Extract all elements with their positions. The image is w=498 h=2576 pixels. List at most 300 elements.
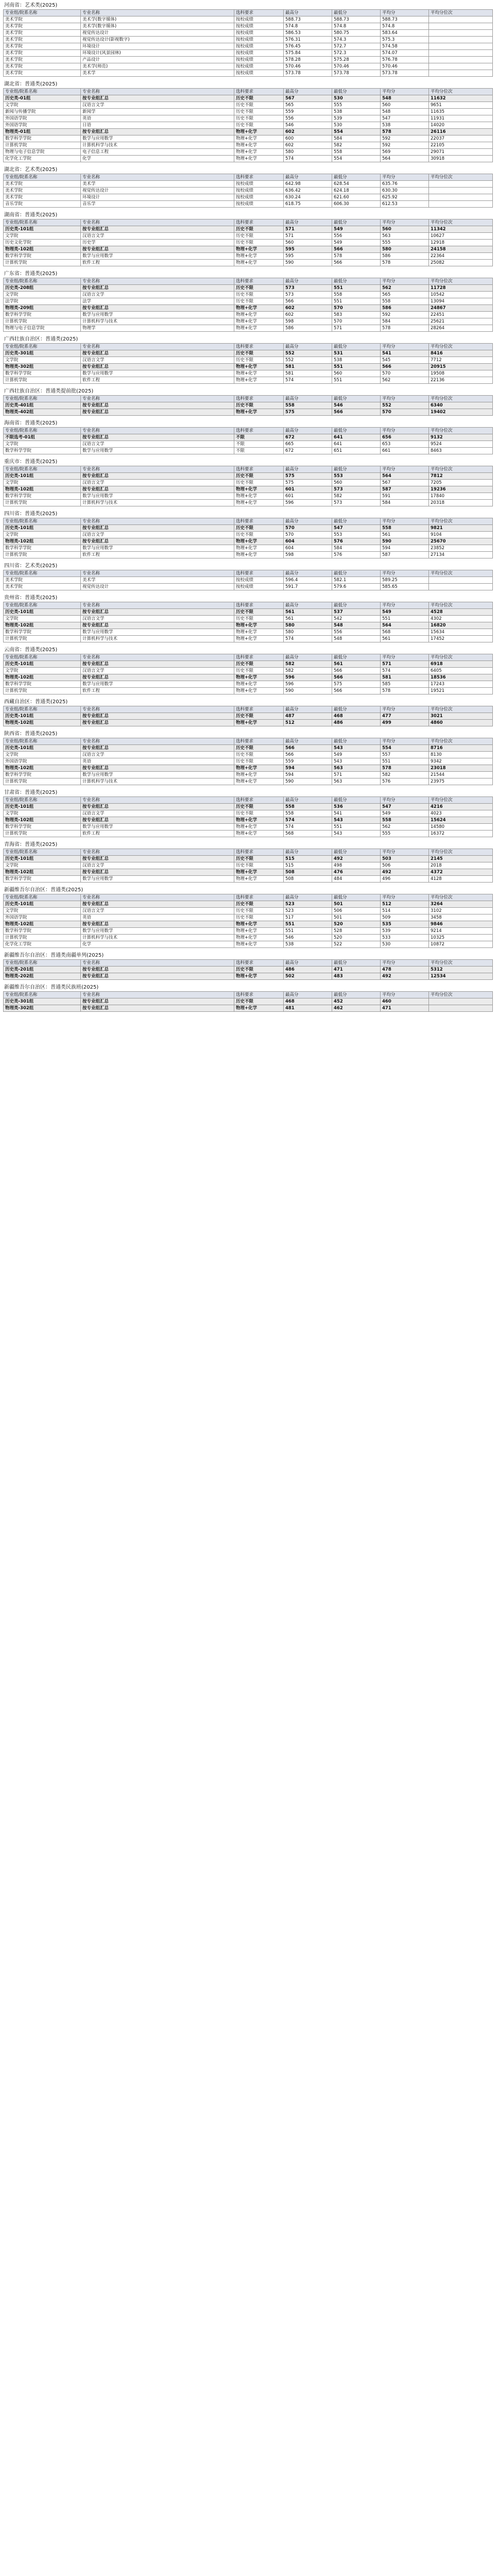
table-cell: 按校成绩 [234, 30, 284, 37]
table-cell: 585.65 [381, 584, 429, 590]
column-header: 平均分 [381, 219, 429, 226]
section-title: 陕西省：普通类(2025) [4, 731, 58, 737]
table-cell: 软件工程 [81, 377, 234, 384]
table-cell: 486 [284, 967, 332, 973]
table-cell: 按专业组汇总 [81, 921, 234, 928]
table-header-row [4, 570, 493, 577]
group-summary-row [4, 350, 493, 357]
table-cell: 历史不限 [234, 95, 284, 102]
table-cell: 574 [284, 636, 332, 642]
table-cell: 美术学院 [4, 194, 81, 201]
table-cell: 4372 [429, 869, 493, 876]
table-cell: 按专业组汇总 [81, 409, 234, 416]
table-cell: 576 [381, 778, 429, 785]
table-cell: 9524 [429, 441, 493, 448]
table-cell: 672 [284, 448, 332, 454]
table-cell: 582.1 [332, 577, 381, 584]
section-title: 海南省：普通类(2025) [4, 420, 58, 426]
table-row [4, 115, 493, 122]
table-cell: 物理+化学 [234, 772, 284, 778]
table-cell: 物理+化学 [234, 364, 284, 370]
table-cell: 551 [332, 285, 381, 292]
table-cell: 462 [332, 1005, 381, 1012]
table-cell: 按校成绩 [234, 584, 284, 590]
table-cell: 551 [332, 364, 381, 370]
table-cell: 文学院 [4, 862, 81, 869]
column-header: 平均分 [381, 706, 429, 713]
table-cell: 18536 [429, 674, 493, 681]
column-header: 选科要求 [234, 992, 284, 998]
table-cell: 509 [381, 914, 429, 921]
province-section [3, 212, 498, 266]
column-header: 专业组/院系名称 [4, 992, 81, 998]
table-cell: 文学院 [4, 752, 81, 758]
table-cell: 物理+化学 [234, 156, 284, 162]
table-header-row [4, 174, 493, 181]
column-header: 平均分 [381, 570, 429, 577]
table-cell: 物理类-302组 [4, 1005, 81, 1012]
table-cell: 按校成绩 [234, 37, 284, 43]
table-cell: 547 [332, 525, 381, 532]
table-cell: 6405 [429, 668, 493, 674]
table-cell: 612.53 [381, 201, 429, 208]
score-table [3, 602, 493, 642]
table-cell: 4023 [429, 810, 493, 817]
table-cell: 602 [284, 312, 332, 318]
table-cell: 24867 [429, 305, 493, 312]
column-header: 平均分 [381, 849, 429, 856]
table-cell: 数学科学学院 [4, 824, 81, 831]
group-summary-row [4, 622, 493, 629]
table-cell: 计算机科学与技术 [81, 778, 234, 785]
table-cell: 558 [284, 810, 332, 817]
table-cell: 物理+化学 [234, 720, 284, 726]
table-cell: 530 [332, 122, 381, 129]
table-cell: 3264 [429, 901, 493, 908]
table-cell: 565 [381, 292, 429, 298]
table-cell: 汉语言文学 [81, 616, 234, 622]
province-section [3, 887, 498, 948]
table-cell: 584 [381, 500, 429, 506]
table-cell: 19508 [429, 370, 493, 377]
table-row [4, 194, 493, 201]
table-cell [429, 30, 493, 37]
column-header: 最高分 [284, 960, 332, 967]
column-header: 专业组/院系名称 [4, 894, 81, 901]
table-cell: 物理类-302组 [4, 364, 81, 370]
column-header: 平均分位次 [429, 89, 493, 95]
table-cell: 美术学(师范) [81, 63, 234, 70]
column-header: 专业名称 [81, 89, 234, 95]
table-cell: 物理+化学 [234, 246, 284, 253]
table-cell: 数学科学学院 [4, 545, 81, 552]
table-cell: 566 [332, 688, 381, 694]
column-header: 最高分 [284, 89, 332, 95]
table-cell: 8130 [429, 752, 493, 758]
group-summary-row [4, 998, 493, 1005]
table-cell: 477 [381, 713, 429, 720]
column-header: 平均分位次 [429, 396, 493, 402]
table-cell: 数学科学学院 [4, 370, 81, 377]
table-cell: 460 [381, 998, 429, 1005]
table-cell: 570 [381, 409, 429, 416]
table-cell: 561 [332, 661, 381, 668]
table-cell: 计算机学院 [4, 935, 81, 941]
table-cell: 578.28 [284, 57, 332, 63]
table-cell: 物理类-209组 [4, 305, 81, 312]
table-cell: 546 [284, 122, 332, 129]
table-cell: 486 [332, 720, 381, 726]
column-header: 平均分位次 [429, 894, 493, 901]
table-cell: 19521 [429, 688, 493, 694]
table-cell: 9342 [429, 758, 493, 765]
table-cell: 551 [332, 377, 381, 384]
table-cell: 566 [284, 745, 332, 752]
table-cell: 578 [381, 260, 429, 266]
table-cell: 文学院 [4, 668, 81, 674]
table-cell: 641 [332, 434, 381, 441]
column-header: 专业组/院系名称 [4, 344, 81, 350]
table-cell: 574.58 [381, 43, 429, 50]
table-cell: 512 [381, 901, 429, 908]
table-cell: 596 [284, 674, 332, 681]
table-cell: 数学与应用数学 [81, 135, 234, 142]
table-header-row [4, 466, 493, 473]
group-summary-row [4, 901, 493, 908]
table-cell: 641 [332, 441, 381, 448]
table-cell: 551 [284, 928, 332, 935]
table-cell: 547 [381, 115, 429, 122]
table-cell: 478 [381, 967, 429, 973]
table-cell: 21544 [429, 772, 493, 778]
table-row [4, 810, 493, 817]
table-cell: 570 [284, 532, 332, 538]
table-cell: 化学 [81, 156, 234, 162]
table-cell: 历史不限 [234, 233, 284, 240]
column-header: 专业组/院系名称 [4, 706, 81, 713]
table-cell: 法学 [81, 298, 234, 305]
table-cell: 575.84 [284, 50, 332, 57]
table-row [4, 577, 493, 584]
score-table [3, 343, 493, 384]
table-cell: 548 [381, 95, 429, 102]
table-cell: 496 [381, 876, 429, 883]
column-header: 平均分 [381, 602, 429, 609]
table-cell: 数学与应用数学 [81, 448, 234, 454]
table-cell [429, 37, 493, 43]
table-cell: 492 [381, 869, 429, 876]
table-cell: 12534 [429, 973, 493, 980]
table-cell: 物理类-102组 [4, 921, 81, 928]
table-header-row [4, 344, 493, 350]
table-cell: 数学科学学院 [4, 312, 81, 318]
table-cell: 历史不限 [234, 856, 284, 862]
table-cell: 历史不限 [234, 115, 284, 122]
table-cell: 15624 [429, 817, 493, 824]
table-cell: 564 [381, 622, 429, 629]
table-cell: 596 [284, 500, 332, 506]
section-title: 新疆维吾尔自治区：普通类(2025) [4, 887, 83, 893]
table-cell: 物理+化学 [234, 765, 284, 772]
table-cell: 587 [381, 552, 429, 558]
table-cell: 数学与应用数学 [81, 928, 234, 935]
table-cell: 573 [284, 292, 332, 298]
table-row [4, 688, 493, 694]
table-row [4, 142, 493, 149]
table-cell: 551 [332, 824, 381, 831]
table-cell: 按校成绩 [234, 63, 284, 70]
table-cell: 549 [332, 752, 381, 758]
table-cell: 汉语言文学 [81, 908, 234, 914]
table-row [4, 23, 493, 30]
table-cell: 物理类-01组 [4, 129, 81, 135]
table-cell: 598 [284, 552, 332, 558]
table-cell: 英语 [81, 115, 234, 122]
table-cell: 文学院 [4, 616, 81, 622]
table-cell: 578 [381, 129, 429, 135]
table-cell: 9846 [429, 921, 493, 928]
table-cell: 物理类-102组 [4, 817, 81, 824]
table-cell: 物理+化学 [234, 129, 284, 135]
group-summary-row [4, 409, 493, 416]
column-header: 最低分 [332, 570, 381, 577]
table-cell: 572.3 [332, 50, 381, 57]
table-cell: 按专业组汇总 [81, 305, 234, 312]
table-cell: 物理+化学 [234, 869, 284, 876]
column-header: 最低分 [332, 654, 381, 661]
score-table [3, 278, 493, 332]
table-cell: 539 [381, 928, 429, 935]
table-cell: 580 [381, 246, 429, 253]
table-cell: 环境设计(风景园林) [81, 50, 234, 57]
group-summary-row [4, 434, 493, 441]
table-cell: 历史类-101组 [4, 473, 81, 480]
table-cell: 美术学院 [4, 188, 81, 194]
score-table [3, 88, 493, 162]
table-cell: 14020 [429, 122, 493, 129]
table-cell: 503 [381, 856, 429, 862]
table-cell: 数学科学学院 [4, 253, 81, 260]
table-cell: 574.3 [332, 37, 381, 43]
table-cell: 552 [381, 402, 429, 409]
table-cell: 558 [284, 402, 332, 409]
group-summary-row [4, 1005, 493, 1012]
table-row [4, 63, 493, 70]
table-row [4, 824, 493, 831]
table-cell: 按专业组汇总 [81, 473, 234, 480]
column-header: 专业名称 [81, 344, 234, 350]
table-cell: 历史不限 [234, 713, 284, 720]
table-header-row [4, 706, 493, 713]
table-row [4, 752, 493, 758]
table-cell [429, 23, 493, 30]
table-cell: 598 [284, 318, 332, 325]
column-header: 最低分 [332, 278, 381, 285]
table-cell: 575 [284, 409, 332, 416]
column-header: 最高分 [284, 894, 332, 901]
table-cell: 按专业组汇总 [81, 95, 234, 102]
table-cell: 19236 [429, 486, 493, 493]
table-cell: 物理与电子信息学院 [4, 325, 81, 332]
table-cell: 10325 [429, 935, 493, 941]
column-header: 专业名称 [81, 894, 234, 901]
table-cell: 物理类-102组 [4, 869, 81, 876]
table-cell: 562 [381, 824, 429, 831]
province-section [3, 81, 498, 162]
table-row [4, 772, 493, 778]
section-title: 四川省：艺术类(2025) [4, 563, 58, 569]
table-row [4, 357, 493, 364]
table-cell: 575 [332, 681, 381, 688]
table-row [4, 43, 493, 50]
table-cell: 561 [284, 616, 332, 622]
table-cell: 数学与应用数学 [81, 253, 234, 260]
column-header: 最低分 [332, 518, 381, 525]
column-header: 平均分 [381, 992, 429, 998]
table-cell: 美术学院 [4, 43, 81, 50]
table-cell: 历史不限 [234, 616, 284, 622]
table-row [4, 831, 493, 837]
table-cell: 17243 [429, 681, 493, 688]
table-cell: 499 [381, 720, 429, 726]
table-cell: 汉语言文学 [81, 532, 234, 538]
column-header: 最低分 [332, 396, 381, 402]
column-header: 平均分位次 [429, 219, 493, 226]
table-cell: 美术学院 [4, 181, 81, 188]
table-cell: 541 [332, 810, 381, 817]
table-cell: 13094 [429, 298, 493, 305]
table-cell: 630.30 [381, 188, 429, 194]
table-cell: 物理+化学 [234, 552, 284, 558]
table-cell [429, 57, 493, 63]
table-cell: 571 [332, 772, 381, 778]
table-cell: 570.46 [284, 63, 332, 70]
table-cell: 历史不限 [234, 109, 284, 115]
table-cell: 物理+化学 [234, 409, 284, 416]
table-cell: 视觉传达设计 [81, 584, 234, 590]
table-cell: 567 [381, 480, 429, 486]
table-cell: 574 [381, 668, 429, 674]
table-cell: 历史类-101组 [4, 661, 81, 668]
table-cell: 584 [332, 135, 381, 142]
table-cell: 548 [332, 622, 381, 629]
province-section [3, 336, 498, 384]
table-cell: 文学院 [4, 441, 81, 448]
table-cell: 物理+化学 [234, 318, 284, 325]
score-table [3, 518, 493, 558]
table-cell: 602 [284, 129, 332, 135]
table-cell: 历史类-301组 [4, 998, 81, 1005]
table-cell: 计算机学院 [4, 688, 81, 694]
column-header: 平均分 [381, 89, 429, 95]
table-cell: 9132 [429, 434, 493, 441]
table-cell: 642.98 [284, 181, 332, 188]
table-cell: 600 [284, 135, 332, 142]
table-row [4, 30, 493, 37]
table-cell: 538 [332, 357, 381, 364]
column-header: 最低分 [332, 602, 381, 609]
table-cell: 578 [381, 765, 429, 772]
table-cell: 551 [332, 298, 381, 305]
table-cell: 566 [332, 409, 381, 416]
column-header: 专业名称 [81, 518, 234, 525]
table-cell: 按校成绩 [234, 57, 284, 63]
table-cell: 数学科学学院 [4, 448, 81, 454]
table-cell: 579.6 [332, 584, 381, 590]
column-header: 平均分 [381, 797, 429, 804]
table-cell: 按专业组汇总 [81, 869, 234, 876]
table-cell: 数学与应用数学 [81, 370, 234, 377]
table-cell: 578 [381, 688, 429, 694]
table-cell: 历史不限 [234, 473, 284, 480]
group-summary-row [4, 95, 493, 102]
table-cell: 547 [381, 804, 429, 810]
column-header: 平均分 [381, 174, 429, 181]
table-cell: 数学与应用数学 [81, 681, 234, 688]
table-cell: 570 [332, 305, 381, 312]
table-cell: 物理+化学 [234, 305, 284, 312]
table-header-row [4, 89, 493, 95]
table-cell: 543 [332, 745, 381, 752]
column-header: 选科要求 [234, 518, 284, 525]
table-cell: 559 [284, 758, 332, 765]
column-header: 选科要求 [234, 89, 284, 95]
table-cell: 文学院 [4, 357, 81, 364]
table-cell: 物理与电子信息学院 [4, 149, 81, 156]
table-cell: 汉语言文学 [81, 102, 234, 109]
table-cell: 554 [332, 156, 381, 162]
table-cell: 数学与应用数学 [81, 876, 234, 883]
section-title: 重庆市：普通类(2025) [4, 459, 58, 465]
column-header: 最高分 [284, 428, 332, 434]
table-cell: 22136 [429, 377, 493, 384]
table-cell: 530 [381, 941, 429, 948]
table-cell: 美术学院 [4, 57, 81, 63]
table-cell: 按专业组汇总 [81, 901, 234, 908]
section-title: 广东省：普通类(2025) [4, 271, 58, 277]
table-cell: 538 [284, 941, 332, 948]
table-cell: 19402 [429, 409, 493, 416]
column-header: 选科要求 [234, 10, 284, 16]
table-cell: 数学科学学院 [4, 681, 81, 688]
table-cell: 560 [381, 102, 429, 109]
table-cell: 558 [284, 804, 332, 810]
table-cell: 590 [381, 538, 429, 545]
table-cell: 592 [381, 142, 429, 149]
table-header-row [4, 992, 493, 998]
table-cell: 计算机学院 [4, 142, 81, 149]
column-header: 选科要求 [234, 797, 284, 804]
table-cell: 外国语学院 [4, 122, 81, 129]
column-header: 专业组/院系名称 [4, 219, 81, 226]
table-cell: 556 [332, 233, 381, 240]
column-header: 专业组/院系名称 [4, 278, 81, 285]
table-cell: 按专业组汇总 [81, 434, 234, 441]
table-cell: 574 [284, 824, 332, 831]
table-cell: 571 [332, 325, 381, 332]
table-cell: 视觉传达设计(影视数字) [81, 37, 234, 43]
table-cell: 571 [284, 226, 332, 233]
column-header: 专业组/院系名称 [4, 10, 81, 16]
table-cell: 536 [332, 804, 381, 810]
table-cell: 578 [332, 253, 381, 260]
table-cell: 7712 [429, 357, 493, 364]
table-cell: 物理+化学 [234, 921, 284, 928]
group-summary-row [4, 745, 493, 752]
table-cell: 549 [381, 609, 429, 616]
score-table [3, 796, 493, 837]
section-title: 新疆维吾尔自治区：普通类南疆单列(2025) [4, 953, 104, 958]
